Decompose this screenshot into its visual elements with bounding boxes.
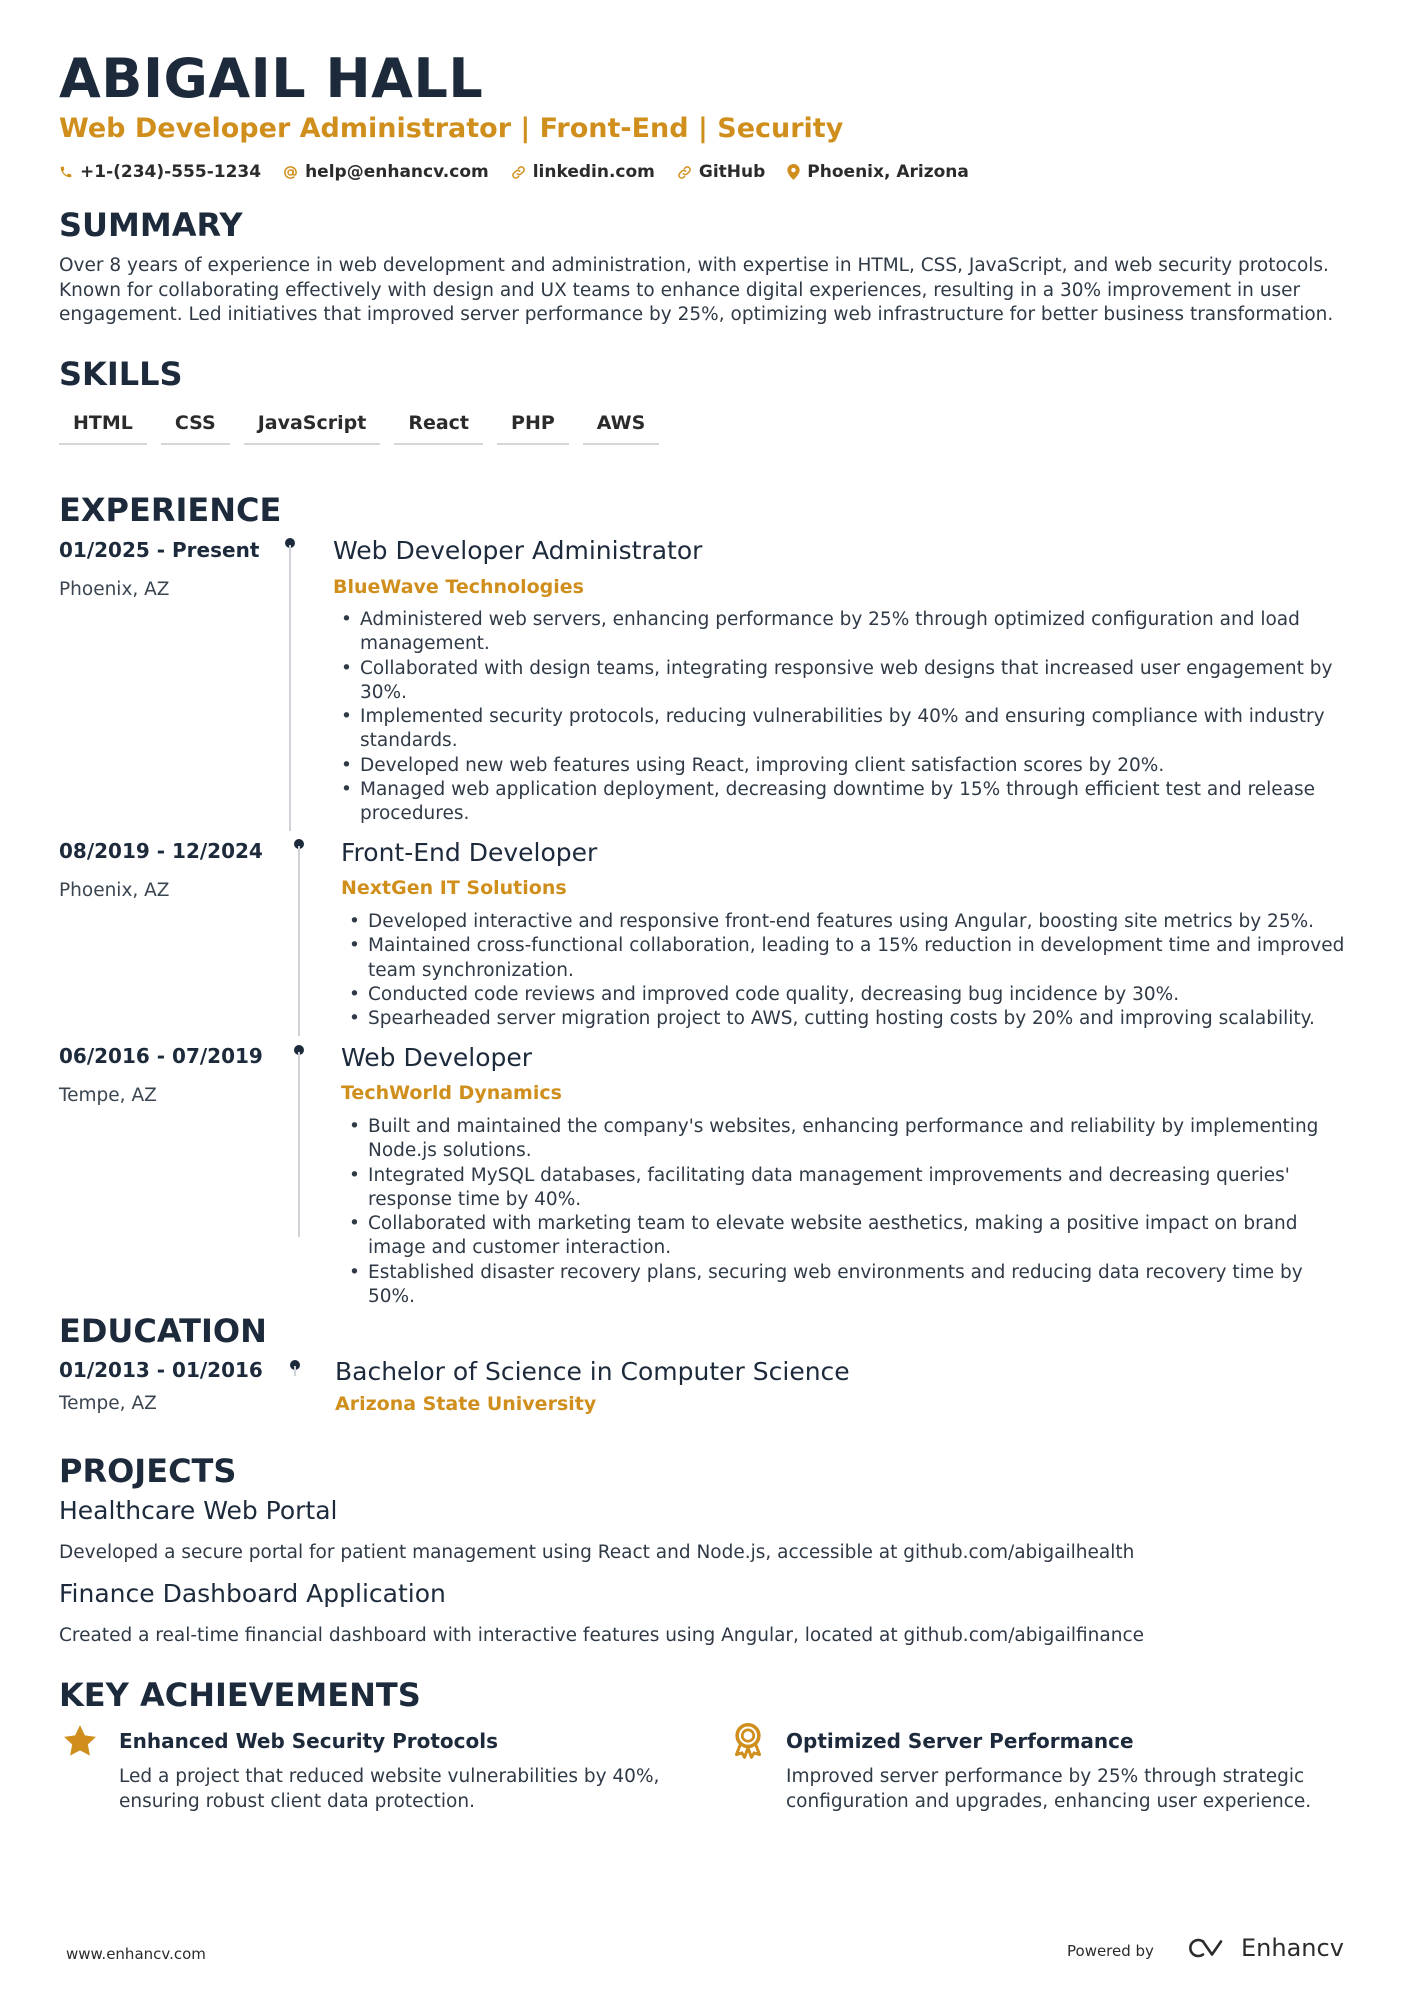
experience-location: Phoenix, AZ — [59, 880, 170, 901]
experience-location: Phoenix, AZ — [59, 579, 170, 600]
achievement-title: Enhanced Web Security Protocols — [119, 1729, 499, 1753]
bullet-item: • Integrated MySQL databases, facilitating data management improvements and decreasing queries' response time by 40%. — [341, 1164, 1351, 1213]
experience-role: Web Developer Administrator — [333, 536, 703, 565]
phone-icon — [59, 165, 73, 179]
bullet-item: • Conducted code reviews and improved code quality, decreasing bug incidence by 30%. — [341, 983, 1351, 1007]
skill-tag: CSS — [161, 409, 230, 445]
contact-bar — [59, 160, 991, 184]
bullet-item: • Collaborated with marketing team to elevate website aesthetics, making a positive impact on brand image and customer interaction. — [341, 1212, 1351, 1261]
bullet-item: • Maintained cross-functional collaboration, leading to a 15% reduction in development time and improved team synchronization. — [341, 934, 1351, 983]
experience-company: NextGen IT Solutions — [341, 877, 567, 899]
candidate-headline: Web Developer Administrator | Front-End | Security — [59, 113, 844, 144]
experience-company: TechWorld Dynamics — [341, 1082, 562, 1104]
contact-email-text: help@enhancv.com — [305, 162, 489, 182]
footer-website[interactable]: www.enhancv.com — [66, 1945, 206, 1963]
contact-github[interactable] — [677, 162, 765, 182]
bullet-item: • Developed new web features using React, improving client satisfaction scores by 20%. — [333, 754, 1343, 778]
enhancv-brand[interactable] — [1187, 1934, 1344, 1962]
skill-tag: React — [394, 409, 483, 445]
bullet-item: • Collaborated with design teams, integrating responsive web designs that increased user engagement by 30%. — [333, 657, 1343, 706]
education-school: Arizona State University — [335, 1393, 597, 1415]
experience-heading: EXPERIENCE — [59, 491, 282, 529]
experience-location: Tempe, AZ — [59, 1085, 157, 1106]
enhancv-logo-icon — [1187, 1936, 1233, 1960]
bullet-item: • Administered web servers, enhancing performance by 25% through optimized configuration and load management. — [333, 608, 1343, 657]
education-heading: EDUCATION — [59, 1312, 267, 1350]
bullet-item: • Built and maintained the company's websites, enhancing performance and reliability by implementing Node.js solutions. — [341, 1115, 1351, 1164]
contact-linkedin[interactable] — [511, 162, 655, 182]
contact-location-text: Phoenix, Arizona — [807, 162, 969, 182]
skills-list — [59, 409, 673, 445]
education-degree: Bachelor of Science in Computer Science — [335, 1357, 850, 1386]
enhancv-brand-text: Enhancv — [1241, 1934, 1344, 1962]
timeline-line — [298, 846, 300, 1036]
experience-role: Front-End Developer — [341, 838, 598, 867]
summary-heading: SUMMARY — [59, 206, 243, 244]
skill-tag: PHP — [497, 409, 569, 445]
location-pin-icon — [787, 164, 800, 180]
contact-phone — [59, 162, 261, 182]
link-icon — [511, 165, 526, 180]
education-location: Tempe, AZ — [59, 1393, 157, 1414]
achievement-description: Improved server performance by 25% through strategic configuration and upgrades, enhancing user experience. — [786, 1766, 1312, 1812]
contact-linkedin-text: linkedin.com — [532, 162, 655, 182]
experience-bullets — [341, 1115, 1351, 1309]
experience-bullets — [333, 608, 1343, 827]
summary-text: Over 8 years of experience in web development and administration, with expertise in HTML, CSS, JavaScript, and web security protocols. Known for collaborating effectively with design and UX teams to enhance digital experiences, resulting in a 30% improvement in user engagement. Led initiatives that improved server performance by 25%, optimizing web infrastructure for better business transformation. — [59, 255, 1334, 325]
project-title: Healthcare Web Portal — [59, 1496, 338, 1525]
skill-tag: JavaScript — [244, 409, 381, 445]
project-description: Developed a secure portal for patient management using React and Node.js, accessible at github.com/abigailhealth — [59, 1542, 1135, 1563]
link-icon — [677, 165, 692, 180]
candidate-name: ABIGAIL HALL — [59, 47, 484, 110]
bullet-item: • Established disaster recovery plans, securing web environments and reducing data recovery time by 50%. — [341, 1261, 1351, 1310]
contact-location — [787, 162, 969, 182]
timeline-line — [298, 1052, 300, 1237]
award-ribbon-icon — [731, 1722, 765, 1760]
contact-email[interactable] — [283, 162, 489, 182]
project-title: Finance Dashboard Application — [59, 1579, 446, 1608]
at-icon — [283, 165, 298, 180]
achievement-title: Optimized Server Performance — [786, 1729, 1134, 1753]
skills-heading: SKILLS — [59, 355, 183, 393]
star-icon — [62, 1724, 98, 1758]
project-description: Created a real-time financial dashboard with interactive features using Angular, located at github.com/abigailfinance — [59, 1625, 1145, 1646]
contact-phone-text: +1-(234)-555-1234 — [80, 162, 262, 182]
experience-role: Web Developer — [341, 1043, 533, 1072]
experience-bullets — [341, 910, 1351, 1031]
experience-dates: 06/2016 - 07/2019 — [59, 1044, 263, 1068]
experience-dates: 01/2025 - Present — [59, 538, 260, 562]
timeline-line — [294, 1366, 296, 1376]
timeline-line — [289, 545, 291, 831]
achievements-heading: KEY ACHIEVEMENTS — [59, 1676, 421, 1714]
projects-heading: PROJECTS — [59, 1452, 237, 1490]
education-dates: 01/2013 - 01/2016 — [59, 1358, 263, 1382]
powered-by-label: Powered by — [1067, 1942, 1154, 1960]
bullet-item: • Developed interactive and responsive front-end features using Angular, boosting site metrics by 25%. — [341, 910, 1351, 934]
bullet-item: • Spearheaded server migration project to AWS, cutting hosting costs by 20% and improving scalability. — [341, 1007, 1351, 1031]
skill-tag: HTML — [59, 409, 147, 445]
skill-tag: AWS — [583, 409, 660, 445]
bullet-item: • Implemented security protocols, reducing vulnerabilities by 40% and ensuring compliance with industry standards. — [333, 705, 1343, 754]
contact-github-text: GitHub — [698, 162, 766, 182]
experience-company: BlueWave Technologies — [333, 576, 584, 598]
bullet-item: • Managed web application deployment, decreasing downtime by 15% through efficient test and release procedures. — [333, 778, 1343, 827]
experience-dates: 08/2019 - 12/2024 — [59, 839, 263, 863]
achievement-description: Led a project that reduced website vulnerabilities by 40%, ensuring robust client data protection. — [119, 1766, 660, 1812]
